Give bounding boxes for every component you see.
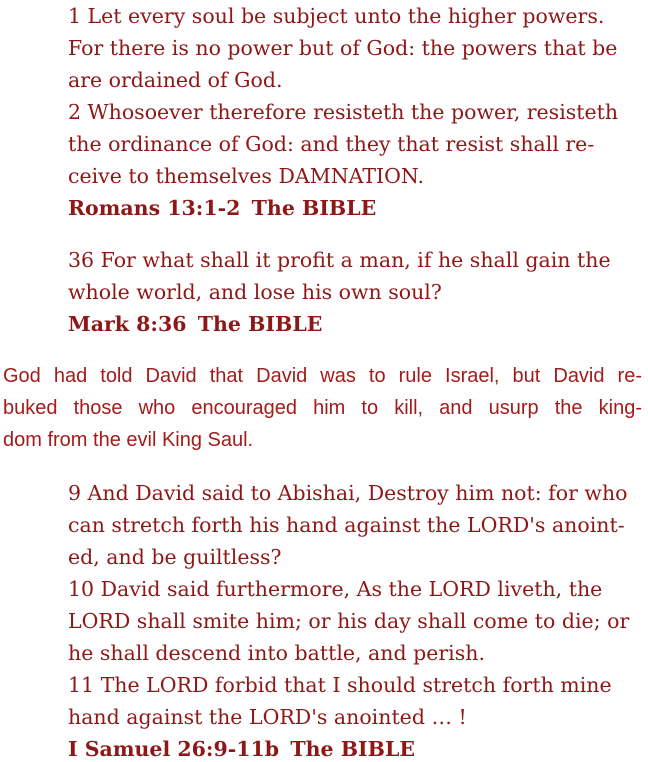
text-line: ed, and be guiltless? <box>68 545 282 569</box>
scripture-reference <box>68 308 640 340</box>
text-line: he shall descend into battle, and perish. <box>68 641 485 665</box>
text-line: 10 David said furthermore, As the LORD liveth, the <box>68 577 603 601</box>
scripture-quote-samuel <box>68 477 640 762</box>
reference-label: Mark 8:36 <box>68 312 187 336</box>
text-line: whole world, and lose his own soul? <box>68 280 442 304</box>
reference-label: Romans 13:1-2 <box>68 196 241 220</box>
bible-source-label: The BIBLE <box>197 312 323 336</box>
text-line: 36 For what shall it profit a man, if he shall gain the <box>68 248 611 272</box>
verse-lines <box>68 0 640 192</box>
scripture-quote-mark <box>68 244 640 340</box>
verse-lines <box>68 477 640 733</box>
text-line: hand against the LORD's anointed … ! <box>68 705 467 729</box>
text-line: the ordinance of God: and they that resist shall re- <box>68 132 595 156</box>
text-line: 2 Whosoever therefore resisteth the power, resisteth <box>68 100 619 124</box>
text-line: buked those who encouraged him to kill, and usurp the king- <box>3 397 642 419</box>
scripture-quote-romans <box>68 0 640 224</box>
text-line: LORD shall smite him; or his day shall come to die; or <box>68 609 630 633</box>
text-line: can stretch forth his hand against the LORD's anoint- <box>68 513 625 537</box>
bible-source-label: The BIBLE <box>290 737 415 761</box>
text-line: ceive to themselves DAMNATION. <box>68 164 425 188</box>
text-line: God had told David that David was to rule Israel, but David re- <box>3 365 642 387</box>
text-line: For there is no power but of God: the powers that be <box>68 36 618 60</box>
text-line: 9 And David said to Abishai, Destroy him not: for who <box>68 481 628 505</box>
text-line: are ordained of God. <box>68 68 283 92</box>
scripture-reference <box>68 733 640 762</box>
commentary-lines <box>3 360 642 456</box>
text-line: 11 The LORD forbid that I should stretch forth mine <box>68 673 612 697</box>
text-line: dom from the evil King Saul. <box>3 429 254 451</box>
commentary-paragraph <box>3 360 642 456</box>
scripture-reference <box>68 192 640 224</box>
verse-lines <box>68 244 640 308</box>
reference-label: I Samuel 26:9-11b <box>68 737 280 761</box>
bible-source-label: The BIBLE <box>251 196 377 220</box>
text-line: 1 Let every soul be subject unto the higher powers. <box>68 4 605 28</box>
